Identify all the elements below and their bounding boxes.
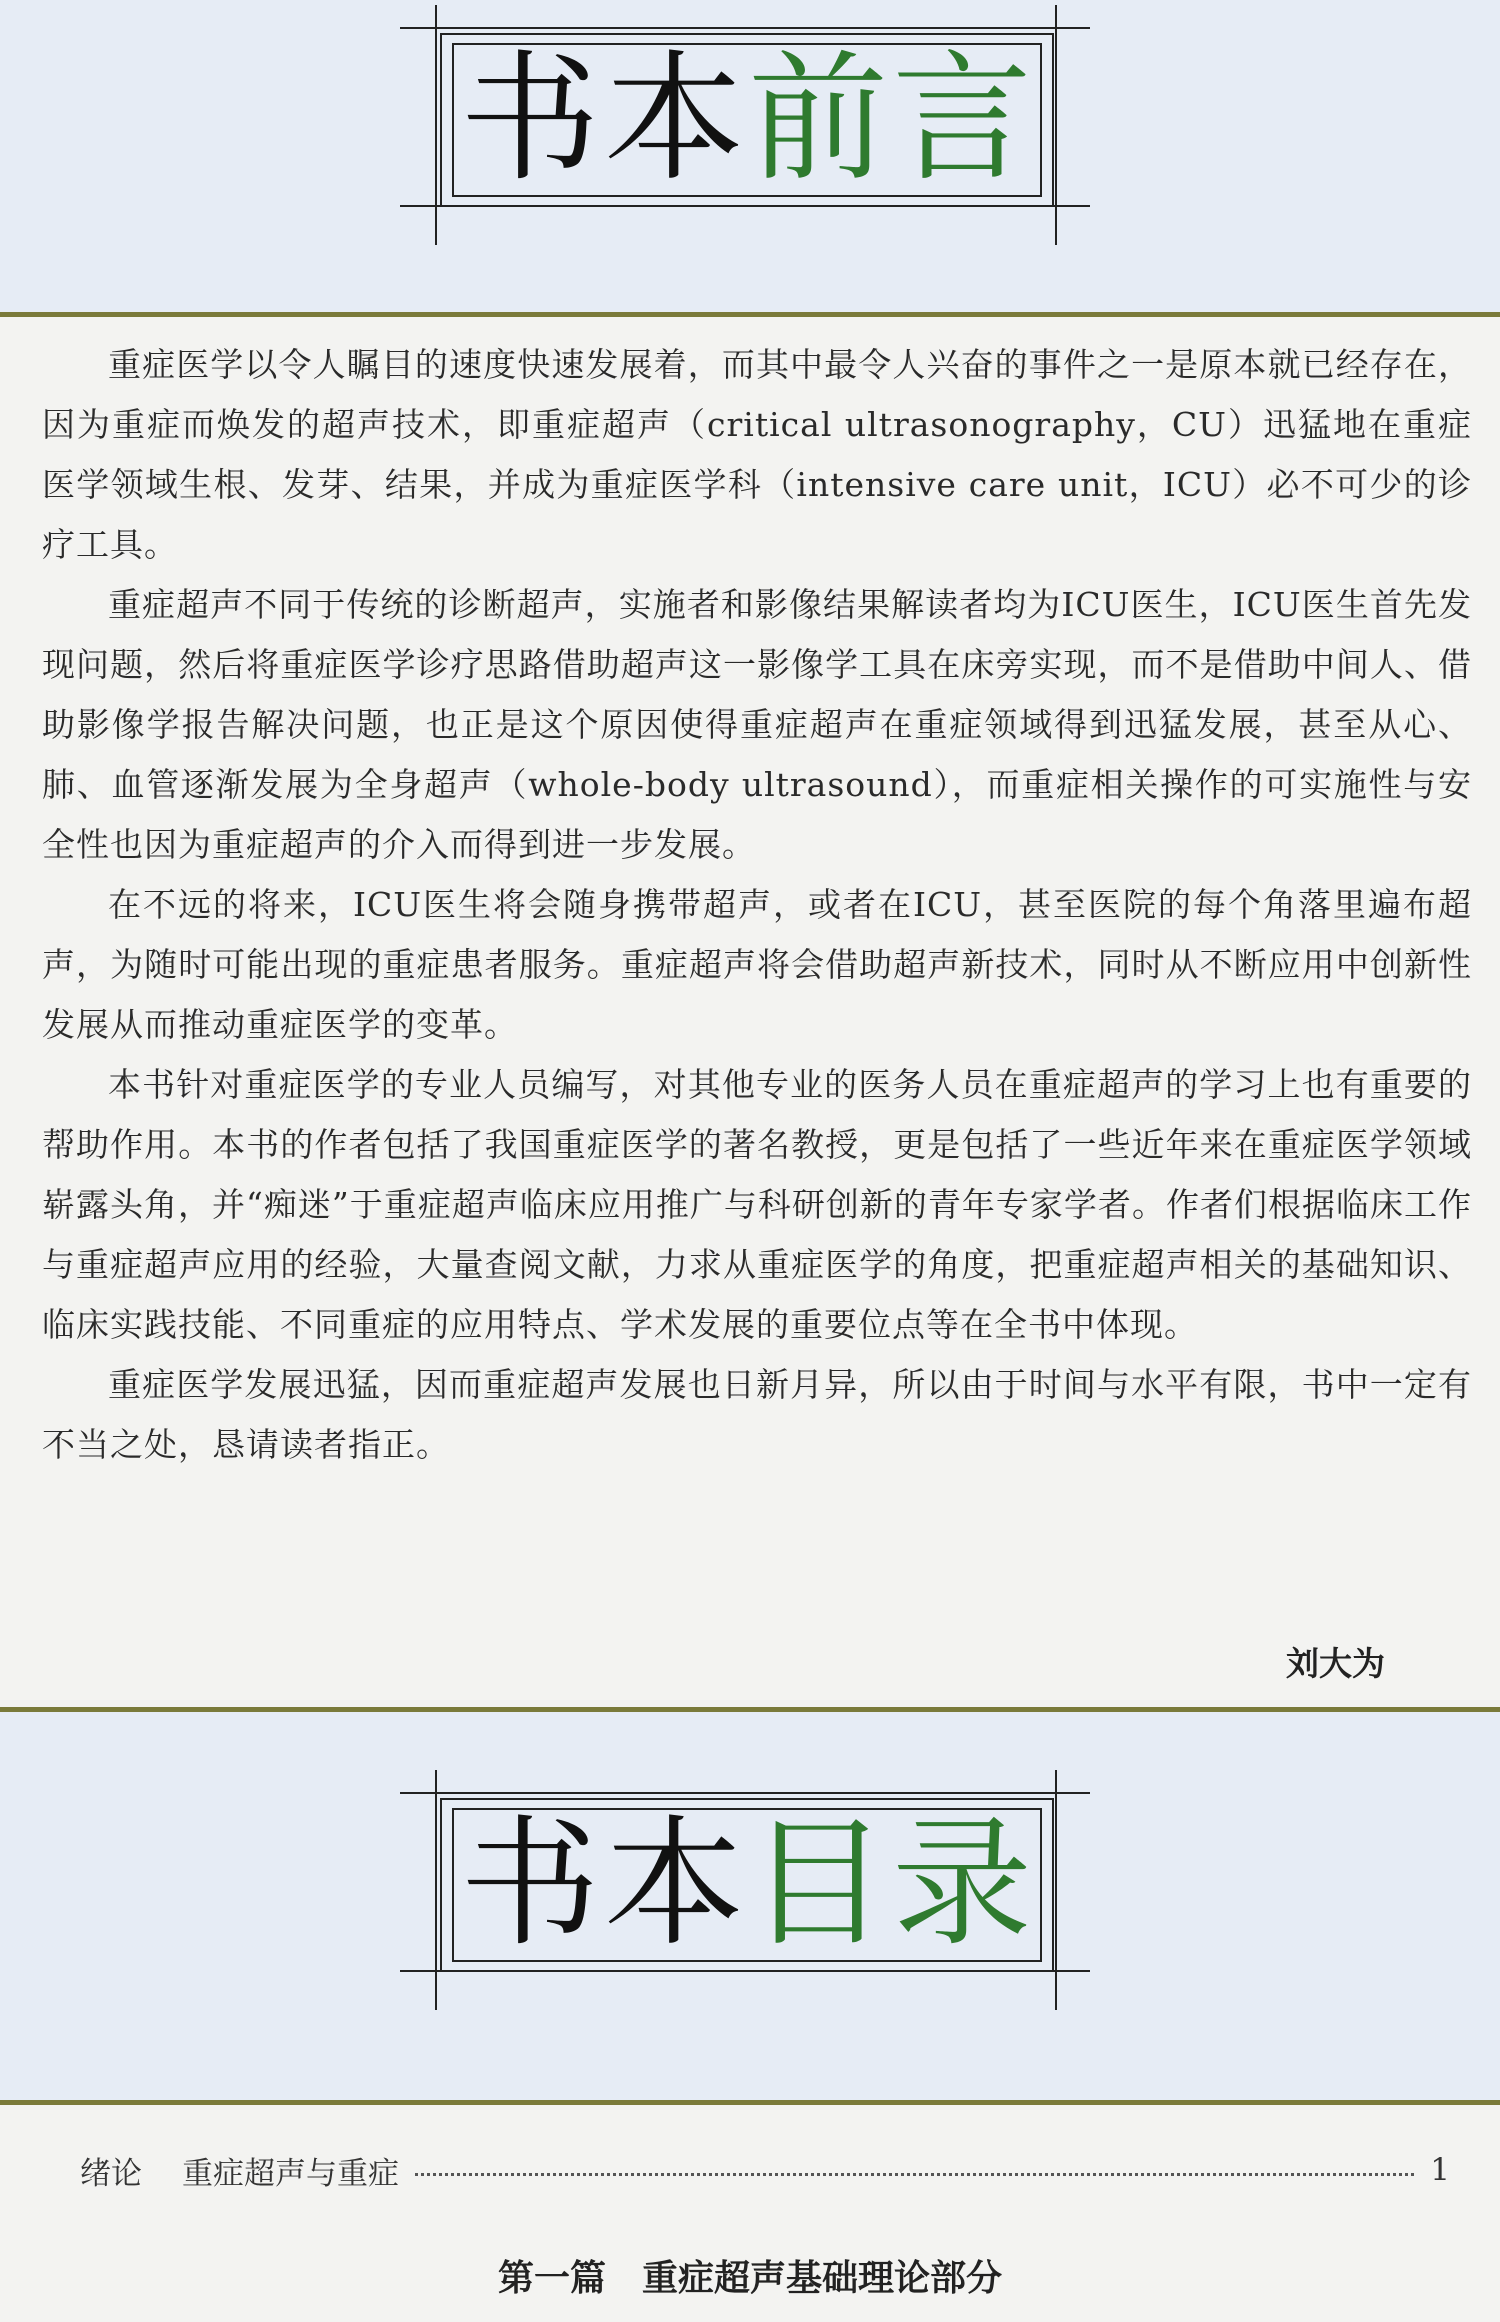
preface-paragraph: 重症超声不同于传统的诊断超声，实施者和影像结果解读者均为ICU医生，ICU医生首先发现问题，然后将重症医学诊疗思路借助超声这一影像学工具在床旁实现，而不是借助中间人、借助影像学报告解决问题，也正是这个原因使得重症超声在重症领域得到迅猛发展，甚至从心、肺、血管逐渐发展为全身超声（whole-body ultrasound），而重症相关操作的可实施性与安全性也因为重症超声的介入而得到进一步发展。 [42,585,1472,864]
toc-title [460,1800,1037,1970]
preface-title-frame [400,5,1090,210]
frame-line [1055,1770,1057,2010]
frame-line [435,1770,437,2010]
toc-part-title: 第一篇 重症超声基础理论部分 [497,2258,1002,2299]
preface-paragraph: 重症医学以令人瞩目的速度快速发展着，而其中最令人兴奋的事件之一是原本就已经存在，因为重症而焕发的超声技术，即重症超声（critical ultrasonography，CU）迅猛地在重症医学领域生根、发芽、结果，并成为重症医学科（intensive care unit，ICU）必不可少的诊疗工具。 [42,345,1472,564]
preface-paragraph: 重症医学发展迅猛，因而重症超声发展也日新月异，所以由于时间与水平有限，书中一定有不当之处，恳请读者指正。 [42,1365,1472,1464]
toc-title-part2: 目录 [748,1803,1037,1966]
preface-title-part2: 前言 [748,38,1037,201]
toc-leader-dots [415,2173,1414,2176]
frame-line [1055,5,1057,245]
preface-paragraph: 在不远的将来，ICU医生将会随身携带超声，或者在ICU，甚至医院的每个角落里遍布超声，为随时可能出现的重症患者服务。重症超声将会借助超声新技术，同时从不断应用中创新性发展从而推动重症医学的变革。 [42,885,1472,1044]
toc-title-frame [400,1770,1090,1975]
toc-entry-page: 1 [1430,2152,1450,2188]
toc-entry[interactable] [80,2145,1450,2195]
toc-title-part1: 书本 [460,1803,749,1966]
preface-body [42,335,1472,1475]
preface-signature: 刘大为 [1286,1644,1385,1683]
frame-line [400,27,1090,29]
frame-line [400,1792,1090,1794]
preface-title [460,35,1037,205]
preface-paragraph: 本书针对重症医学的专业人员编写，对其他专业的医务人员在重症超声的学习上也有重要的帮助作用。本书的作者包括了我国重症医学的著名教授，更是包括了一些近年来在重症医学领域崭露头角，并“痴迷”于重症超声临床应用推广与科研创新的青年专家学者。作者们根据临床工作与重症超声应用的经验，大量查阅文献，力求从重症医学的角度，把重症超声相关的基础知识、临床实践技能、不同重症的应用特点、学术发展的重要位点等在全书中体现。 [42,1065,1472,1344]
toc-entry-title: 重症超声与重症 [182,2155,399,2192]
frame-line [435,5,437,245]
toc-entry-label: 绪论 [80,2155,142,2192]
preface-title-part1: 书本 [460,38,749,201]
